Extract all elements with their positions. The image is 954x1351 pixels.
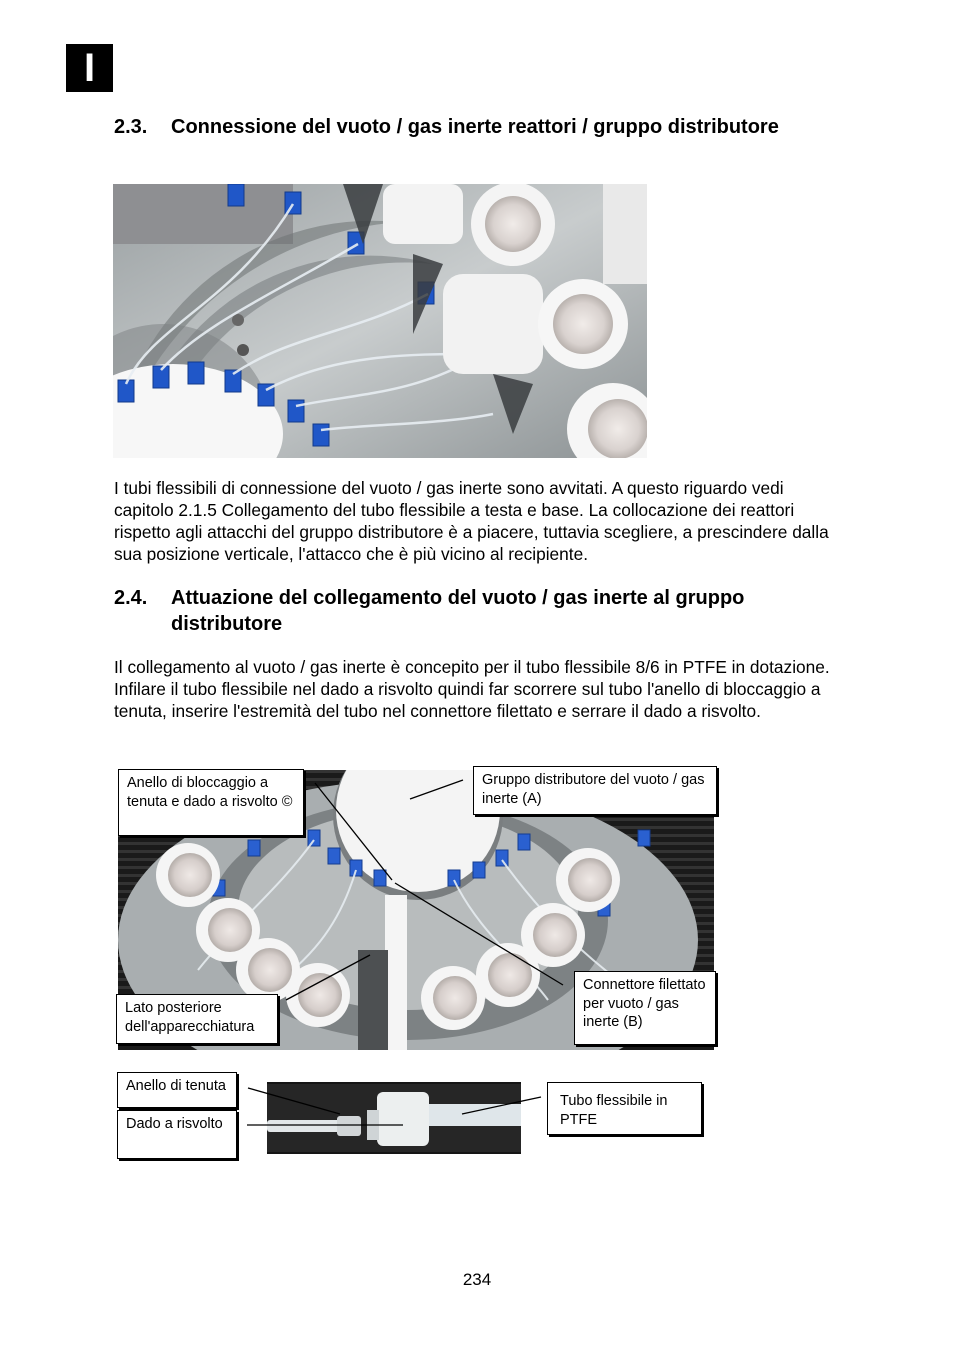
section-title: Attuazione del collegamento del vuoto / gas inerte al gruppo distributore <box>171 587 745 635</box>
callout-sealing-ring: Anello di tenuta <box>117 1072 237 1108</box>
callout-distributor: Gruppo distributore del vuoto / gas inerte (A) <box>473 766 717 815</box>
section-number: 2.4. <box>114 587 148 609</box>
page-number: 234 <box>462 1270 492 1289</box>
section-number: 2.3. <box>114 116 148 138</box>
reactor-connection-photo <box>113 184 647 458</box>
callout-ptfe-tube: Tubo flessibile in PTFE <box>547 1082 702 1135</box>
callout-union-nut: Dado a risvolto <box>117 1110 237 1159</box>
language-tab: I <box>66 44 113 92</box>
section-title: Connessione del vuoto / gas inerte reattori / gruppo distributore <box>171 116 779 138</box>
callout-rear-side: Lato posteriore dell'apparecchiatura <box>116 994 278 1044</box>
paragraph-connection-info: I tubi flessibili di connessione del vuoto / gas inerte sono avvitati. A questo riguardo vedi capitolo 2.1.5 Collegamento del tubo flessibile a testa e base. La collocazione dei reattori rispetto agli attacchi del gruppo distributore è a piacere, tuttavia scegliere, a prescindere dalla sua posizione verticale, l'attacco che è più vicino al recipiente. <box>114 478 829 564</box>
paragraph-connection-procedure: Il collegamento al vuoto / gas inerte è concepito per il tubo flessibile 8/6 in PTFE in dotazione. Infilare il tubo flessibile nel dado a risvolto quindi far scorrere sul tubo l'anello di bloccaggio a tenuta, inserire l'estremità del tubo nel connettore filettato e serrare il dado a risvolto. <box>114 657 830 721</box>
ptfe-tube-fitting-photo <box>267 1082 521 1154</box>
callout-connector: Connettore filettato per vuoto / gas inerte (B) <box>574 971 716 1045</box>
callout-locking-ring: Anello di bloccaggio a tenuta e dado a risvolto © <box>118 769 304 836</box>
